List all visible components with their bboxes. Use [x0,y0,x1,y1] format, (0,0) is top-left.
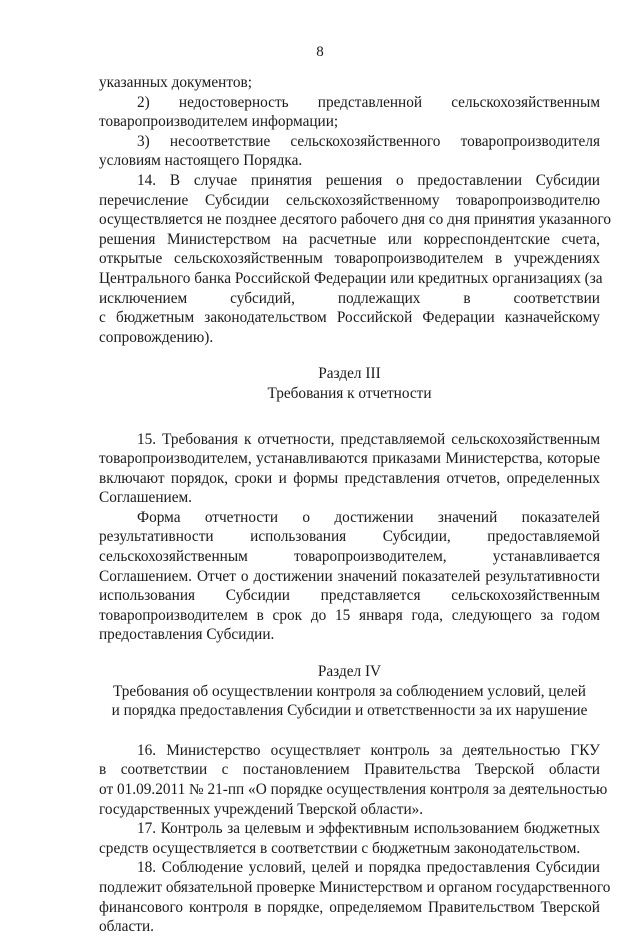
text-line: государственных учреждений Тверской области». [99,800,424,818]
text-line: области. [99,918,154,936]
text-line: 18. Соблюдение условий, целей и порядка предоставления Субсидии [137,859,600,877]
section-4-heading [99,662,600,721]
text-line: товаропроизводителем в срок до 15 января года, следующего за годом [99,606,600,624]
text-line: Форма отчетности о достижении значений показателей [137,508,600,526]
text-line: средств осуществляется в соответствии с бюджетным законодательством. [99,839,581,857]
section-3-heading [99,364,600,403]
text-line: Центрального банка Российской Федерации или кредитных организациях (за [99,269,603,287]
text-line: сопровождению). [99,328,214,346]
text-line: 2) недостоверность представленной сельскохозяйственным [137,93,600,111]
text-line: Соглашением. Отчет о достижении значений показателей результативности [99,567,600,585]
text-line: осуществляется не позднее десятого рабочего дня со дня принятия указанного [99,211,611,229]
paragraph-15 [99,430,600,508]
section-3-subtitle: Требования к отчетности [267,384,432,402]
text-line: включают порядок, сроки и формы представления отчетов, определенных [99,469,600,487]
text-line: указанных документов; [99,74,252,91]
text-line: использования Субсидии представляется сельскохозяйственным [99,587,600,605]
paragraph-15-form [99,508,600,645]
text-line: товаропроизводителем информации; [99,113,339,131]
paragraph-18 [99,858,611,936]
text-line: от 01.09.2011 № 21-пп «О порядке осуществления контроля за деятельностью [99,781,608,798]
text-line: исключением субсидий, подлежащих в соответствии [99,289,600,307]
text-line: решения Министерством на расчетные или корреспондентские счета, [99,230,600,248]
text-line: 17. Контроль за целевым и эффективным использованием бюджетных [137,820,600,838]
paragraph-item-3 [99,132,600,171]
paragraph-14 [99,171,611,347]
text-line: 14. В случае принятия решения о предоставлении Субсидии [137,171,600,189]
text-line: 3) несоответствие сельскохозяйственного товаропроизводителя [137,132,600,150]
text-line: товаропроизводителем, устанавливаются приказами Министерства, которые [99,450,600,468]
paragraph-item-2 [99,93,600,132]
section-4-title: Раздел IV [317,663,382,681]
text-line: условиям настоящего Порядка. [99,152,303,170]
section-4-subtitle-line-2: и порядка предоставления Субсидии и ответственности за их нарушение [111,702,588,720]
text-line: 16. Министерство осуществляет контроль за деятельностью ГКУ [137,741,600,759]
section-4-subtitle-line-1: Требования об осуществлении контроля за соблюдением условий, целей [113,682,586,700]
text-line: в соответствии с постановлением Правительства Тверской области [99,761,600,779]
paragraph-intro-tail [99,73,600,93]
text-line: Соглашением. [99,489,193,507]
section-3-title: Раздел III [318,365,381,383]
text-line: 15. Требования к отчетности, представляемой сельскохозяйственным [137,430,600,448]
paragraph-16 [99,741,608,819]
text-line: сельскохозяйственным товаропроизводителем, устанавливается [99,548,600,566]
text-line: подлежит обязательной проверке Министерством и органом государственного [99,878,611,896]
text-line: открытые сельскохозяйственным товаропроизводителем в учреждениях [99,250,600,268]
paragraph-17 [99,819,600,858]
text-line: финансового контроля в порядке, определяемом Правительством Тверской [99,898,600,916]
text-line: результативности использования Субсидии, предоставляемой [99,528,600,546]
text-line: с бюджетным законодательством Российской Федерации казначейскому [99,309,600,327]
text-line: предоставления Субсидии. [99,626,275,644]
text-line: перечисление Субсидии сельскохозяйственному товаропроизводителю [99,191,600,209]
page-number: 8 [316,44,324,60]
document-body [99,73,611,937]
